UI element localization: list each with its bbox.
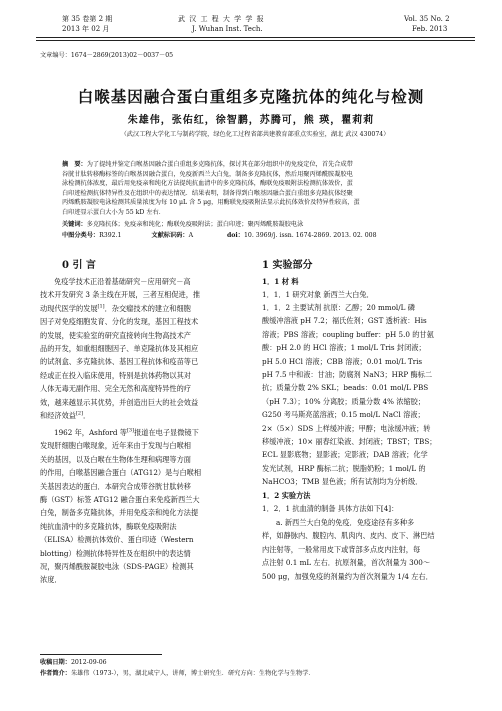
abstract-line: 泳检测抗体浓度，最后用免疫亲和纯化方法提纯抗血清中的多克隆抗体，酶联免疫吸附法检测抗体效价，蛋	[62, 180, 353, 188]
text-line: 酸缓冲溶液 pH 7.2；福氏佐剂；GST 透析液：His	[262, 316, 427, 326]
author-list: 朱雄伟，张佑红，徐智鹏，苏腾可，熊 瑛，瞿莉莉	[127, 115, 375, 126]
text-line: 酸：pH 2.0 的 HCl 溶液；1 mol/L Tris 封闭液；	[262, 343, 426, 353]
journal-volume: 第 35 卷第 2 期	[62, 15, 113, 23]
abstract-line: 白印迹显示蛋白大小为 55 kD 左右．	[62, 208, 165, 216]
text-line: （pH 7.3）；10% 分离胶；质量分数 4% 浓缩胶；	[262, 396, 426, 406]
classification-line	[62, 231, 470, 241]
clc-code: R392.1	[99, 232, 122, 239]
text-line: 1962 年，Ashford 等[3]报道在电子显微镜下	[54, 427, 199, 437]
text-line: 因子对免疫细胞发育、分化的发现，基因工程技术	[40, 317, 199, 327]
text-line: 溶液；PBS 溶液；coupling buffer：pH 5.0 的甘氨	[262, 329, 434, 339]
doc-code: A	[188, 232, 194, 239]
text-line: 酶（GST）标签 ATG12 融合蛋白来免疫新西兰大	[40, 495, 200, 505]
text-line: pH 5.0 HCl 溶液；CBB 溶液；0.01 mol/L Tris	[262, 356, 423, 366]
text-line: 内注射等，一般常用皮下或背部多点皮内注射，每	[262, 544, 421, 554]
text-line: 免疫学技术正沿着基础研究－应用研究－高	[54, 277, 191, 286]
text-line: 技术开发研究 3 条主线在开展，三者互相促进，推	[40, 290, 201, 300]
text-line: 人体无毒无副作用、完全无然和高度特异性的疗	[40, 384, 191, 394]
date-en: Feb. 2013	[412, 25, 448, 33]
text-line: 移缓冲液；10× 丽春红染液、封闭液；TBST；TBS；	[262, 437, 437, 447]
keywords	[62, 220, 470, 230]
keywords-label: 关键词：	[62, 221, 87, 228]
abstract-line: 白印迹检测抗体特异性及在组织中的表达情况．结果表明，制备得到白喉基因融合蛋白重组多克隆抗体经聚	[62, 189, 353, 197]
abstract	[62, 160, 470, 218]
text-line: 发现肝细胞白喉现象，近年来由于发现与白喉相	[40, 441, 191, 451]
text-line: （ELISA）检测抗体效价、蛋白印迹（Western	[40, 535, 194, 545]
text-line: 2×（5×）SDS 上样缓冲液；甲醇；电泳缓冲液；转	[262, 423, 431, 433]
received-date: 收稿日期：2012-09-06	[40, 659, 107, 666]
volume-number-en: Vol. 35 No. 2	[404, 15, 450, 23]
section-heading-experiment: 1 实验部分	[262, 260, 313, 271]
text-line: 效，越来越显示其优势，并创造出巨大的社会效益	[40, 397, 199, 407]
text-line: NaHCO3；TMB 显色液；所有试剂均为分析级．	[262, 477, 423, 487]
paper-title: 白喉基因融合蛋白重组多克隆抗体的纯化与检测	[77, 87, 425, 106]
keywords-text: 多克隆抗体；免疫亲和纯化；酶联免疫吸附法；蛋白印迹；聚丙烯酰胺凝胶电泳	[86, 221, 304, 228]
intro-paragraph-1	[40, 275, 245, 422]
text-line: 关基因表达的蛋白．本研究合成带谷胱甘肽转移	[40, 481, 191, 491]
text-line: 动现代医学的发展[1]．杂交瘤技术的建立和细胞	[40, 303, 191, 313]
text-line: 1．1．2 主要试剂 抗原：乙醇；20 mmol/L 磷	[262, 303, 415, 312]
abstract-line: 为了提纯并鉴定白喉基因融合蛋白重组多克隆抗体，探讨其在部分组织中的免疫定位，首先合成带	[86, 161, 353, 168]
affiliation: （武汉工程大学化工与制药学院，绿色化工过程省部共建教育部重点实验室，湖北 武汉 430074）	[120, 131, 390, 138]
text-line: 纯抗血清中的多克隆抗体，酶联免疫吸附法	[40, 521, 177, 531]
text-line: 和经济效益[2]．	[40, 410, 91, 421]
doi-label: doi：	[226, 232, 244, 239]
journal-name-en: J. Wuhan Inst. Tech.	[192, 25, 263, 33]
text-line: 关的基因，以及白喉在生物体生理和病理等方面	[40, 454, 191, 464]
author-bio: 作者简介：朱雄伟（1973-），男，湖北咸宁人，讲师，博士研究生．研究方向：生物化学与生物学．	[40, 670, 315, 677]
reagents-list	[262, 301, 474, 489]
text-line: 的发展，使实验室的研究直接转向生物高技术产	[40, 330, 191, 340]
section-heading-intro: 0 引 言	[62, 260, 96, 271]
text-line: 点注射 0.1 mL 左右．抗原剂量，首次剂量为 300～	[262, 558, 431, 568]
journal-date: 2013 年 02 月	[62, 25, 110, 33]
subsection-methods: 1．2 实验方法	[262, 491, 311, 500]
doi-value: 10. 3969/j. issn. 1674-2869. 2013. 02. 008	[243, 232, 377, 239]
text-line: 白兔，制备多克隆抗体，并用免疫亲和纯化方法提	[40, 508, 199, 518]
text-line: 品的开发，如重组细胞因子、单克隆抗体及其相应	[40, 344, 199, 354]
header-rule-thin	[36, 40, 475, 41]
text-line: 样，如静脉内、腹腔内、肌肉内、皮内、皮下、淋巴结	[262, 531, 435, 541]
text-line: a. 新西兰大白兔的免疫．免疫途径有多种多	[276, 518, 415, 527]
text-line: 的作用，白喉基因融合蛋白（ATG12）是与白喉相	[40, 468, 202, 478]
text-line: 发光试剂，HRP 酶标二抗；脱脂奶粉；1 mol/L 的	[262, 463, 426, 473]
intro-paragraph-2	[40, 426, 245, 587]
text-line: 浓度．	[40, 575, 62, 585]
text-line: 500 μg，加强免疫的剂量约为首次剂量为 1/4 左右．	[262, 571, 433, 581]
text-line: blotting）检测抗体特异性及在组织中的表达情	[40, 548, 191, 558]
abstract-label: 摘 要：	[62, 161, 87, 168]
abstract-line: 丙烯酰胺凝胶电泳检测其质量浓度为每 10 μL 含 5 μg，用酶联免疫吸附法显示此抗体效价及特异性较高，蛋	[62, 199, 360, 207]
text-line: 况，聚丙烯酰胺凝胶电泳（SDS-PAGE）检测其	[40, 562, 194, 572]
text-line: pH 7.5 中和液：甘油；防腐剂 NaN3；HRP 酶标二	[262, 370, 433, 380]
journal-name: 武 汉 工 程 大 学 学 报	[178, 15, 265, 23]
doc-code-label: 文献标识码：	[151, 232, 189, 239]
text-line: ECL 显影底物；显影液；定影液；DAB 溶液；化学	[262, 450, 428, 460]
abstract-line: 谷胱甘肽转移酶标签的白喉基因融合蛋白，免疫新西兰大白兔，制备多克隆抗体，然后用聚丙烯酰胺凝胶电	[62, 170, 353, 178]
clc-label: 中图分类号：	[62, 232, 100, 239]
text-line: 的试剂盒、多克隆抗体、基因工程抗体和疫苗等已	[40, 357, 199, 367]
header-rule	[36, 37, 475, 38]
method-paragraph	[262, 516, 474, 583]
footnote-rule	[40, 654, 162, 655]
text-line: 抗；质量分数 2% SKL；beads：0.01 mol/L PBS	[262, 383, 429, 393]
antiserum-prep: 1．2．1 抗血清的制备 具体方法如下[4]：	[262, 504, 399, 513]
research-object: 1．1．1 研究对象 新西兰大白兔．	[262, 290, 374, 299]
text-line: G250 考马斯亮蓝溶液；0.15 mol/L NaCl 溶液；	[262, 410, 425, 420]
text-line: 经或正在投入临床使用，特别是抗体药物以其对	[40, 370, 191, 380]
subsection-materials: 1．1 材 料	[262, 277, 299, 286]
article-number: 文章编号：1674－2869(2013)02－0037－05	[40, 52, 174, 59]
